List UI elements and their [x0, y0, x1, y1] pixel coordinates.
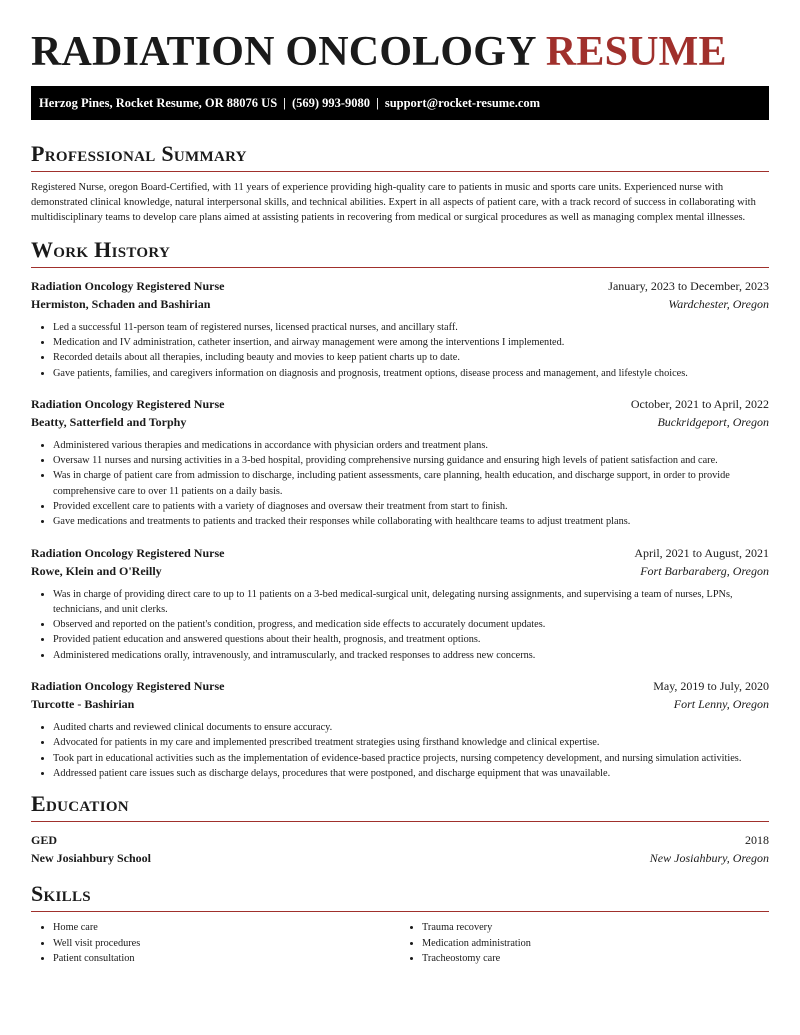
skill-item: • Tracheostomy care: [422, 951, 769, 966]
skills-column-left: [31, 920, 400, 966]
skills-list: [31, 920, 769, 966]
education-school: New Josiahbury School: [31, 851, 152, 866]
job-bullet: • Led a successful 11-person team of registered nurses, licensed practical nurses, and ancillary staff.: [53, 320, 769, 335]
job-location: Wardchester, Oregon: [668, 296, 769, 311]
job-bullet: • Administered various therapies and medications in accordance with physician orders and treatment plans.: [53, 438, 769, 453]
job-bullet: • Recorded details about all therapies, including beauty and movies to keep patient charts up to date.: [53, 350, 769, 365]
job-bullet: • Gave patients, families, and caregivers information on diagnosis and prognosis, treatment options, disease process and management, and lifestyle choices.: [53, 366, 769, 381]
skills-heading: Skills: [31, 881, 769, 912]
job-title: Radiation Oncology Registered Nurse: [31, 679, 225, 694]
job-bullet: • Was in charge of patient care from admission to discharge, including patient assessments, care planning, health education, and discharge support, in order to provide comprehensive care to over 11 patients on a daily basis.: [53, 468, 769, 499]
contact-separator: |: [376, 96, 379, 110]
job-bullet: • Took part in educational activities such as the implementation of evidence-based practice projects, nursing competency development, and nursing simulation activities.: [53, 751, 769, 766]
job-title: Radiation Oncology Registered Nurse: [31, 278, 225, 293]
job-bullets: [31, 587, 769, 663]
job-entry: [31, 279, 769, 381]
job-bullet: • Addressed patient care issues such as discharge delays, procedures that were postponed, and discharge equipment that was unavailable.: [53, 766, 769, 781]
education-degree: GED: [31, 833, 58, 848]
job-bullet: • Audited charts and reviewed clinical documents to ensure accuracy.: [53, 720, 769, 735]
skill-item: • Patient consultation: [53, 951, 400, 966]
job-entry: [31, 679, 769, 781]
job-location: Buckridgeport, Oregon: [657, 414, 769, 429]
skill-item: • Home care: [53, 920, 400, 935]
contact-phone: (569) 993-9080: [291, 96, 371, 110]
job-bullet: • Was in charge of providing direct care to up to 11 patients on a 3-bed medical-surgical unit, delegating nursing assignments, and supervising a team of nurses, LPNs, technicians, and unit clerks.: [53, 587, 769, 618]
job-location: Fort Barbaraberg, Oregon: [640, 563, 769, 578]
job-dates: January, 2023 to December, 2023: [608, 278, 769, 293]
job-entry: [31, 546, 769, 663]
title-main: RADIATION ONCOLOGY: [31, 29, 536, 75]
job-bullet: • Provided excellent care to patients with a variety of diagnoses and oversaw their treatment from start to finish.: [53, 499, 769, 514]
job-bullet: • Provided patient education and answered questions about their health, prognosis, and treatment options.: [53, 632, 769, 647]
work-history-list: [31, 279, 769, 782]
contact-address: Herzog Pines, Rocket Resume, OR 88076 US: [39, 96, 278, 110]
job-title: Radiation Oncology Registered Nurse: [31, 396, 225, 411]
job-company: Hermiston, Schaden and Bashirian: [31, 296, 211, 311]
job-dates: April, 2021 to August, 2021: [634, 545, 769, 560]
work-history-heading: Work History: [31, 237, 769, 268]
job-company: Turcotte - Bashirian: [31, 697, 135, 712]
education-heading: Education: [31, 791, 769, 822]
job-entry: [31, 397, 769, 530]
job-bullet: • Administered medications orally, intravenously, and intramuscularly, and tracked responses to address new concerns.: [53, 648, 769, 663]
contact-separator: |: [283, 96, 286, 110]
job-dates: May, 2019 to July, 2020: [653, 679, 769, 694]
job-bullets: [31, 320, 769, 381]
skill-item: • Well visit procedures: [53, 936, 400, 951]
resume-title: [31, 0, 769, 86]
job-bullet: • Advocated for patients in my care and implemented prescribed treatment strategies using firsthand knowledge and clinical expertise.: [53, 735, 769, 750]
title-accent: RESUME: [545, 29, 727, 75]
job-bullet: • Gave medications and treatments to patients and tracked their responses while collaborating with healthcare teams to adjust treatment plans.: [53, 514, 769, 529]
job-bullet: • Medication and IV administration, catheter insertion, and airway management were among the interventions I implemented.: [53, 335, 769, 350]
education-entry: [31, 833, 769, 869]
contact-bar: [31, 86, 769, 120]
job-bullet: • Observed and reported on the patient's condition, progress, and medication side effects to accurately document updates.: [53, 617, 769, 632]
job-location: Fort Lenny, Oregon: [673, 697, 769, 712]
skills-column-right: [400, 920, 769, 966]
summary-text: Registered Nurse, oregon Board-Certified, with 11 years of experience providing high-quality care to patients in music and sports care units. Experienced nurse with demonstrated clinical knowledge, natural interpersonal skills, and technical abilities. Expert in all aspects of patient care, with a track record of success in collaborating with multidisciplinary teams to develop care plans aimed at assisting patients in recovering from medical or surgical procedures as well as managing complex mental illnesses.: [31, 182, 756, 224]
job-bullets: [31, 720, 769, 781]
job-title: Radiation Oncology Registered Nurse: [31, 545, 225, 560]
skill-item: • Trauma recovery: [422, 920, 769, 935]
job-bullets: [31, 438, 769, 530]
contact-email: support@rocket-resume.com: [384, 96, 541, 110]
education-year: 2018: [745, 833, 769, 848]
job-bullet: • Oversaw 11 nurses and nursing activities in a 3-bed hospital, providing comprehensive nursing guidance and ensuring high levels of patient satisfaction and care.: [53, 453, 769, 468]
job-dates: October, 2021 to April, 2022: [630, 396, 769, 411]
job-company: Rowe, Klein and O'Reilly: [31, 563, 162, 578]
summary-heading: Professional Summary: [31, 141, 769, 172]
education-location: New Josiahbury, Oregon: [649, 851, 769, 866]
job-company: Beatty, Satterfield and Torphy: [31, 414, 187, 429]
skill-item: • Medication administration: [422, 936, 769, 951]
